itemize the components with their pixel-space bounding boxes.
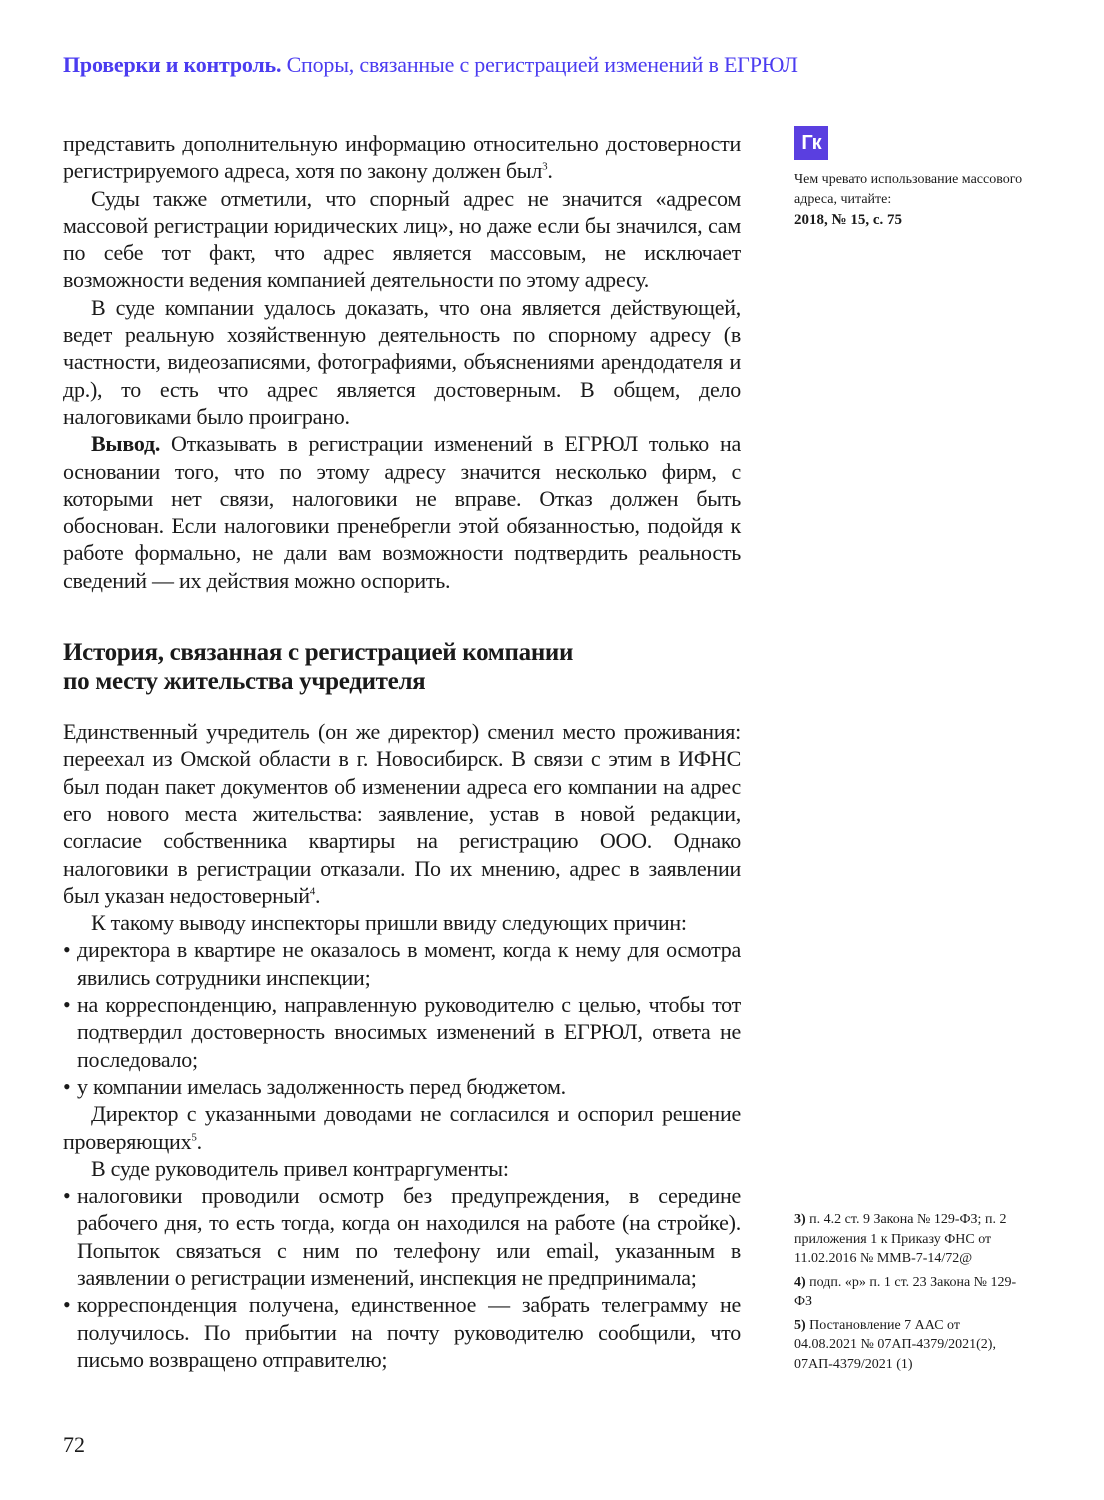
footnote-ref: 4: [309, 885, 315, 898]
paragraph: Единственный учредитель (он же директор) сменил место проживания: переехал из Омской области в г. Новосибирск. В связи с этим в ИФНС был подан пакет документов об изменении адреса его компании на адрес его нового места жительства: заявление, устав в новой редакции, согласие собственника квартиры на регистрацию ООО. Однако налоговики в регистрации отказали. По их мнению, адрес в заявлении был указан недостоверный$^4$.: [63, 719, 741, 908]
running-header: [63, 52, 798, 78]
conclusion-paragraph: Вывод. Отказывать в регистрации изменений в ЕГРЮЛ только на основании того, что по этому адресу значится несколько фирм, с которыми нет связи, налоговики не вправе. Отказ должен быть обоснован. Если налоговики пренебрегли этой обязанностью, подойдя к работе формально, не дали вам возможности подтвердить реальность сведений — их действия можно оспорить.: [63, 431, 741, 593]
paragraph: В суде руководитель привел контраргументы:: [91, 1155, 509, 1181]
page-number: 72: [63, 1432, 85, 1457]
footnote: 5) Постановление 7 ААС от 04.08.2021 № 07АП-4379/2021(2), 07АП-4379/2021 (1): [794, 1317, 996, 1372]
counterarguments-list: [63, 1182, 741, 1373]
footnote-ref: 3: [542, 160, 548, 173]
gk-logo-icon: Гк: [794, 126, 828, 160]
reasons-list: [63, 936, 741, 1100]
list-item: • налоговики проводили осмотр без предупреждения, в середине рабочего дня, то есть тогда, когда он находился на работе (на стройке). Попыток связаться с ним по телефону или email, указанным в заявлении о регистрации изменений, инспекция не предпринимала;: [63, 1182, 741, 1291]
section-heading: История, связанная с регистрацией компании по месту жительства учредителя: [63, 639, 574, 696]
paragraph: В суде компании удалось доказать, что она является действующей, ведет реальную хозяйственную деятельность по спорному адресу (в частности, видеозаписями, фотографиями, объяснениями арендодателя и др.), то есть что адрес является достоверным. В общем, дело налоговиками было проиграно.: [63, 294, 741, 429]
footnote: 3) п. 4.2 ст. 9 Закона № 129-ФЗ; п. 2 приложения 1 к Приказу ФНС от 11.02.2016 № ММВ-7-14/72@: [794, 1212, 1007, 1266]
list-item: • корреспонденция получена, единственное — забрать телеграмму не получилось. По прибытии на почту руководителю сообщили, что письмо возвращено отправителю;: [63, 1291, 741, 1373]
footnote: 4) подп. «р» п. 1 ст. 23 Закона № 129-ФЗ: [794, 1274, 1017, 1309]
section-title: Споры, связанные с регистрацией изменений в ЕГРЮЛ: [281, 52, 798, 77]
paragraph: Директор с указанными доводами не согласился и оспорил решение проверяющих$^5$.: [63, 1101, 741, 1154]
list-item: • директора в квартире не оказалось в момент, когда к нему для осмотра явились сотрудники инспекции;: [63, 936, 741, 991]
list-item: • у компании имелась задолженность перед бюджетом.: [63, 1073, 741, 1100]
footnotes: [794, 1210, 1024, 1378]
footnote-ref: 5: [191, 1131, 197, 1144]
section-label: Проверки и контроль.: [63, 52, 282, 77]
sidebar-reference: 2018, № 15, с. 75: [794, 212, 902, 228]
main-column: [63, 130, 741, 1373]
paragraph: представить дополнительную информацию относительно достоверности регистрируемого адреса, хотя по закону должен был$^3$.: [63, 131, 741, 184]
paragraph: К такому выводу инспекторы пришли ввиду следующих причин:: [91, 910, 687, 936]
conclusion-lead: Вывод.: [91, 431, 161, 457]
list-item: • на корреспонденцию, направленную руководителю с целью, чтобы тот подтвердил достоверность вносимых изменений в ЕГРЮЛ, ответа не последовало;: [63, 991, 741, 1073]
sidebar-note: [794, 126, 1024, 230]
paragraph: Суды также отметили, что спорный адрес не значится «адресом массовой регистрации юридических лиц», но даже если бы значился, сам по себе тот факт, что адрес является массовым, не исключает возможности ведения компанией деятельности по этому адресу.: [63, 185, 741, 293]
sidebar-note-text: Чем чревато использование массового адреса, читайте:: [794, 172, 1023, 207]
